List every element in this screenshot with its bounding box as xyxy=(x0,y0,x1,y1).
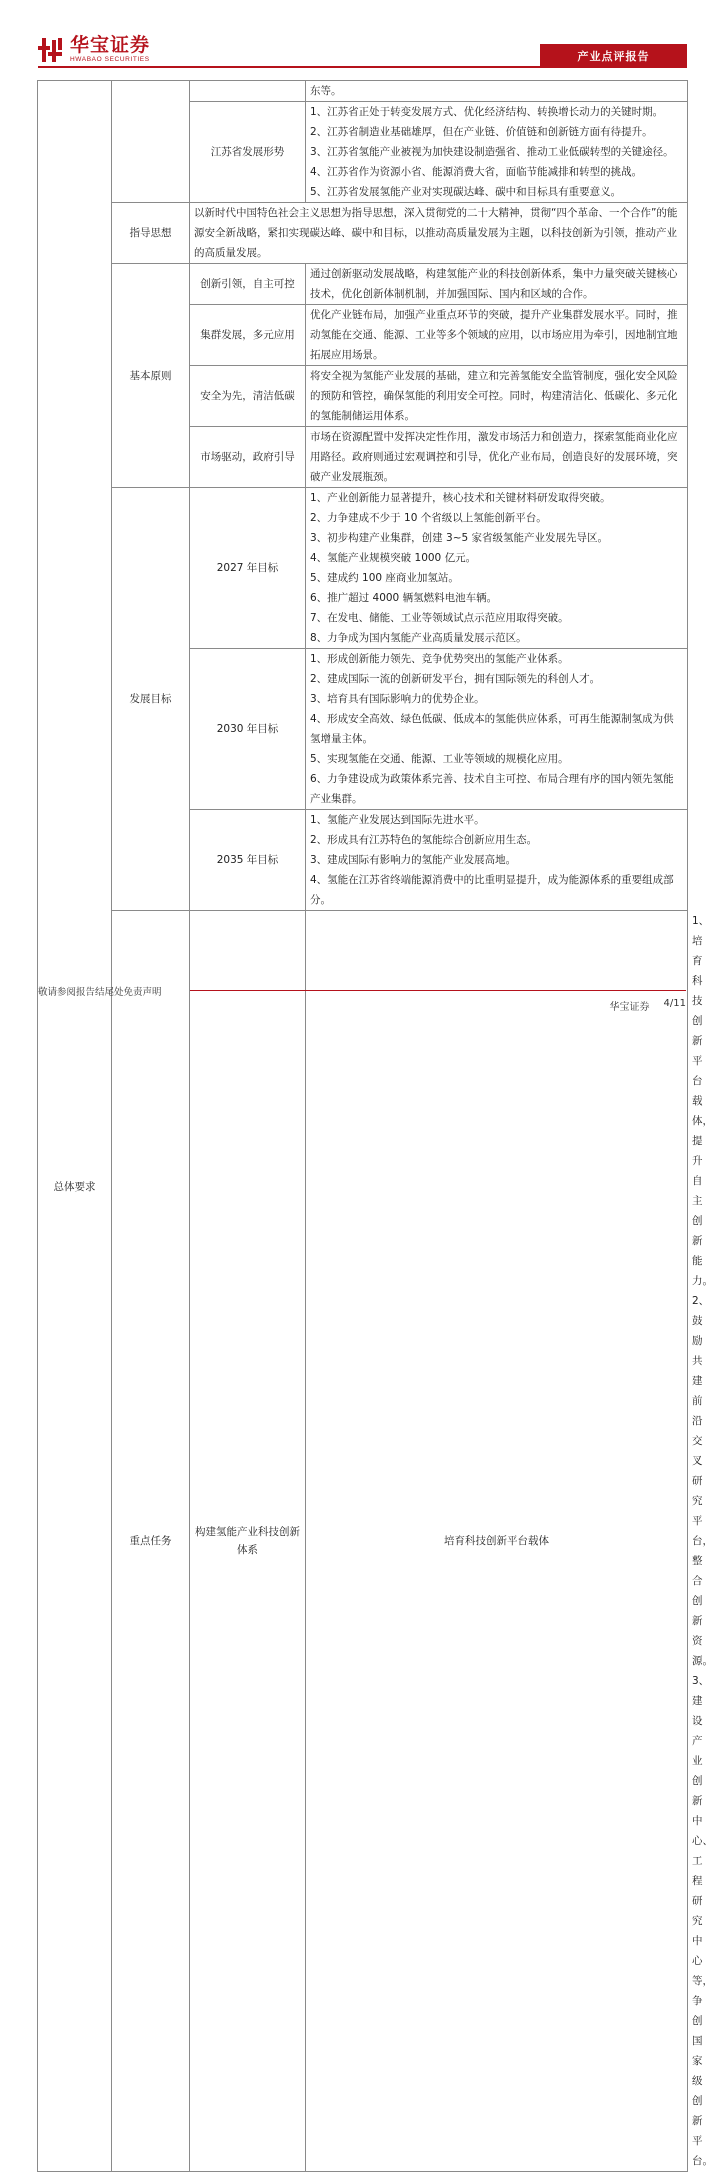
report-type-badge: 产业点评报告 xyxy=(540,44,687,68)
list-item: 4、江苏省作为资源小省、能源消费大省，面临节能减排和转型的挑战。 xyxy=(310,166,643,178)
goal-items xyxy=(306,810,688,911)
list-item: 4、氢能在江苏省终端能源消费中的比重明显提升，成为能源体系的重要组成部分。 xyxy=(310,874,674,906)
list-item: 5、建成约 100 座商业加氢站。 xyxy=(310,572,459,584)
list-item: 1、形成创新能力领先、竞争优势突出的氢能产业体系。 xyxy=(310,653,569,665)
company-logo xyxy=(38,36,150,64)
principle-text: 优化产业链布局，加强产业重点环节的突破，提升产业集群发展水平。同时，推动氢能在交通、能源、工业等多个领域的应用，以市场应用为牵引，因地制宜地拓展应用场景。 xyxy=(306,305,688,366)
list-item: 1、产业创新能力显著提升，核心技术和关键材料研发取得突破。 xyxy=(310,492,611,504)
goal-year: 2027 年目标 xyxy=(190,488,306,649)
goal-year: 2030 年目标 xyxy=(190,649,306,810)
table-row xyxy=(38,81,688,102)
principle-name: 市场驱动，政府引导 xyxy=(190,427,306,488)
logo-chinese: 华宝证券 xyxy=(70,34,151,57)
table-row xyxy=(38,203,688,264)
list-item: 2、形成具有江苏特色的氢能综合创新应用生态。 xyxy=(310,834,538,846)
list-item: 5、江苏省发展氢能产业对实现碳达峰、碳中和目标具有重要意义。 xyxy=(310,186,622,198)
guiding-label: 指导思想 xyxy=(112,203,190,264)
list-item: 4、氢能产业规模突破 1000 亿元。 xyxy=(310,552,477,564)
header-divider xyxy=(38,66,686,68)
list-item: 1、氢能产业发展达到国际先进水平。 xyxy=(310,814,485,826)
list-item: 7、在发电、储能、工业等领域试点示范应用取得突破。 xyxy=(310,612,569,624)
overall-label: 总体要求 xyxy=(38,203,112,2172)
list-item: 4、形成安全高效、绿色低碳、低成本的氢能供应体系，可再生能源制氢成为供氢增量主体。 xyxy=(310,713,674,745)
list-item: 6、推广超过 4000 辆氢燃料电池车辆。 xyxy=(310,592,498,604)
page-number: 4/11 xyxy=(663,998,686,1009)
list-item: 6、力争建设成为政策体系完善、技术自主可控、布局合理有序的国内领先氢能产业集群。 xyxy=(310,773,674,805)
footer-divider xyxy=(190,990,686,991)
logo-mark-icon xyxy=(38,36,66,64)
list-item: 2、力争建成不少于 10 个省级以上氢能创新平台。 xyxy=(310,512,547,524)
page-header xyxy=(0,0,724,80)
key-tasks-sub: 构建氢能产业科技创新体系 xyxy=(190,911,306,2172)
list-item: 8、力争成为国内氢能产业高质量发展示范区。 xyxy=(310,632,527,644)
list-item: 5、实现氢能在交通、能源、工业等领域的规模化应用。 xyxy=(310,753,569,765)
principle-name: 集群发展，多元应用 xyxy=(190,305,306,366)
principle-name: 安全为先，清洁低碳 xyxy=(190,366,306,427)
principle-text: 通过创新驱动发展战略，构建氢能产业的科技创新体系，集中力量突破关键核心技术，优化创新体制机制，并加强国际、国内和区域的合作。 xyxy=(306,264,688,305)
list-item: 2、江苏省制造业基础雄厚，但在产业链、价值链和创新链方面有待提升。 xyxy=(310,126,653,138)
page-footer xyxy=(610,998,686,1013)
guiding-text: 以新时代中国特色社会主义思想为指导思想，深入贯彻党的二十大精神，贯彻“四个革命、一个合作”的能源安全新战略，紧扣实现碳达峰、碳中和目标，以推动高质量发展为主题，以科技创新为引领，推动产业的高质量发展。 xyxy=(190,203,688,264)
goal-items xyxy=(306,649,688,810)
list-item: 3、培育具有国际影响力的优势企业。 xyxy=(310,693,485,705)
key-tasks-label: 重点任务 xyxy=(112,911,190,2172)
list-item: 3、建成国际有影响力的氢能产业发展高地。 xyxy=(310,854,517,866)
principle-name: 创新引领，自主可控 xyxy=(190,264,306,305)
key-tasks-sub2: 培育科技创新平台载体 xyxy=(306,911,688,2172)
goals-label: 发展目标 xyxy=(112,488,190,911)
table-cell xyxy=(38,81,112,203)
list-item: 3、初步构建产业集群，创建 3~5 家省级氢能产业发展先导区。 xyxy=(310,532,609,544)
table-cell xyxy=(190,81,306,102)
principles-label: 基本原则 xyxy=(112,264,190,488)
table-row: 重点任务 构建氢能产业科技创新体系 培育科技创新平台载体 1、培育科技创新平台载体，提升自主创新能力。 2、鼓励共建前沿交叉研究平台，整合创新资源。 3、建设产业创新中心、工程研究中心等，争创国家级创新平台。 xyxy=(38,911,688,2172)
jiangsu-label: 江苏省发展形势 xyxy=(190,102,306,203)
jiangsu-items xyxy=(306,102,688,203)
policy-table xyxy=(37,80,713,2172)
list-item: 3、江苏省氢能产业被视为加快建设制造强省、推动工业低碳转型的关键途径。 xyxy=(310,146,674,158)
list-item: 1、江苏省正处于转变发展方式、优化经济结构、转换增长动力的关键时期。 xyxy=(310,106,664,118)
disclaimer-note: 敬请参阅报告结尾处免责声明 xyxy=(38,987,162,998)
list-item: 2、建成国际一流的创新研发平台，拥有国际领先的科创人才。 xyxy=(310,673,601,685)
principle-text: 将安全视为氢能产业发展的基础，建立和完善氢能安全监管制度，强化安全风险的预防和管控，确保氢能的利用安全可控。同时，构建清洁化、低碳化、多元化的氢能制储运用体系。 xyxy=(306,366,688,427)
goal-year: 2035 年目标 xyxy=(190,810,306,911)
footer-company: 华宝证券 xyxy=(609,1002,650,1013)
table-row xyxy=(38,488,688,649)
goal-items xyxy=(306,488,688,649)
logo-english: HWABAO SECURITIES xyxy=(70,56,150,64)
table-row xyxy=(38,264,688,305)
table-cell xyxy=(112,81,190,203)
principle-text: 市场在资源配置中发挥决定性作用，激发市场活力和创造力，探索氢能商业化应用路径。政府则通过宏观调控和引导，优化产业布局，创造良好的发展环境，突破产业发展瓶颈。 xyxy=(306,427,688,488)
continuation-text: 东等。 xyxy=(306,81,688,102)
